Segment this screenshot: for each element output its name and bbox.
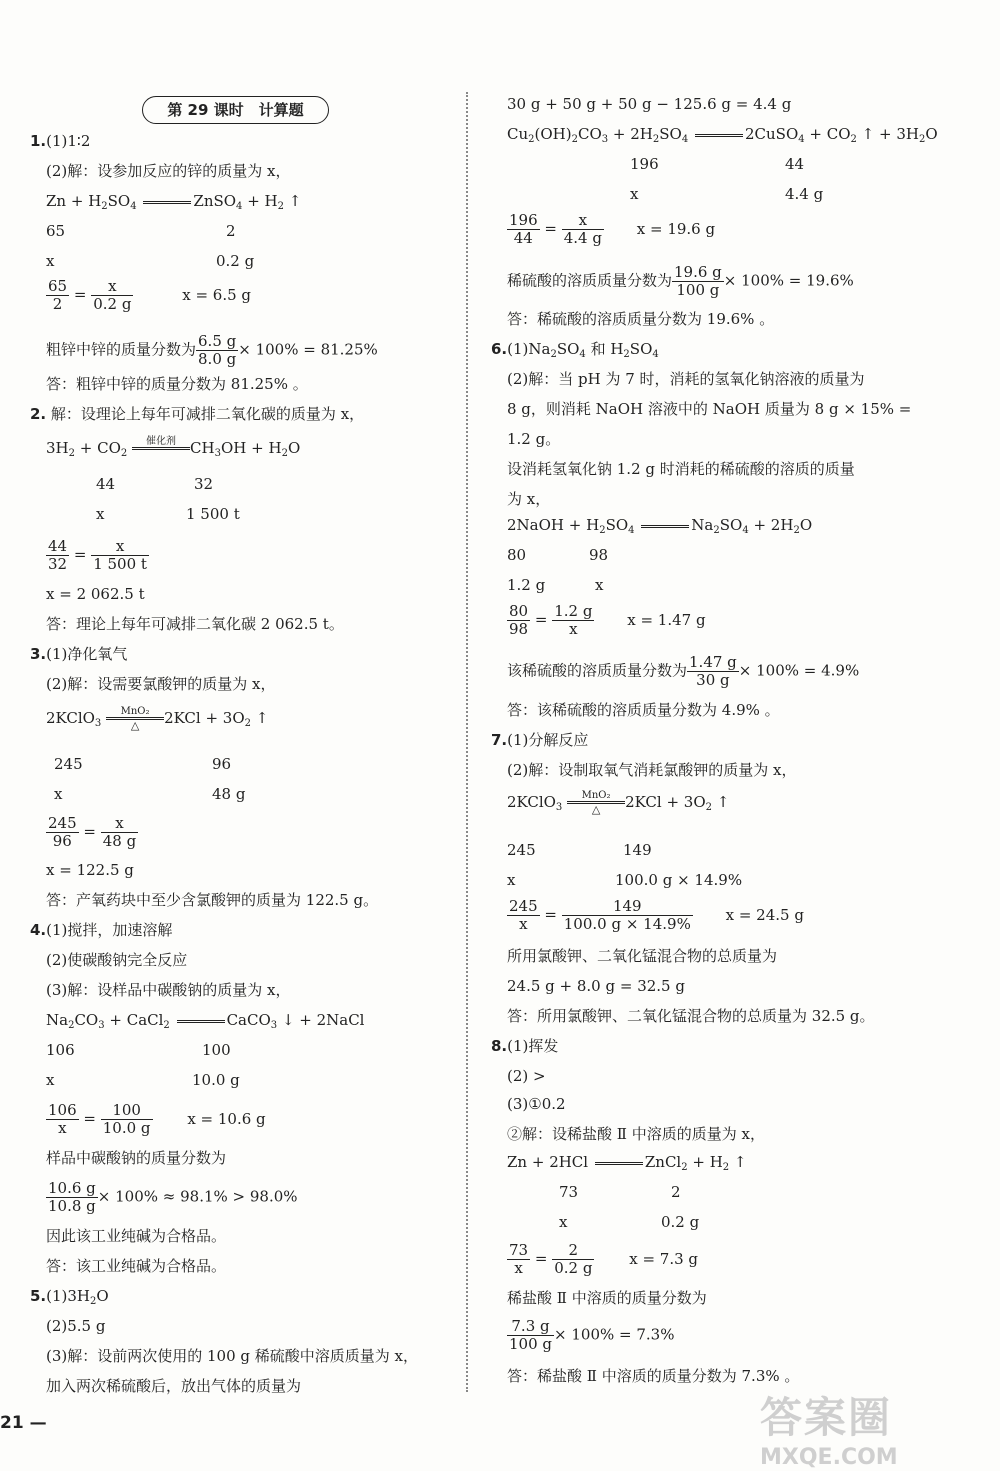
q6-setup-a: 设消耗氢氧化钠 1.2 g 时消耗的稀硫酸的溶质的质量	[507, 460, 855, 478]
q4-conclusion: 因此该工业纯碱为合格品。	[46, 1227, 227, 1245]
q5-ratio-2b: 4.4 g	[785, 185, 824, 203]
q2-line: 2. 解：设理论上每年可减排二氧化碳的质量为 x，	[30, 405, 365, 423]
q1-solution-intro: (2)解：设参加反应的锌的质量为 x，	[46, 162, 291, 180]
q2-equation: $3H_2 + CO_2$ 催化剂 $CH_3OH + H_2O$	[46, 436, 301, 459]
q8-line: 8.(1)挥发	[491, 1037, 559, 1055]
q6-part2-c: 1.2 g。	[507, 430, 561, 448]
q8-part3: (3)①0.2	[507, 1095, 566, 1113]
q8-ratio-1b: 2	[671, 1183, 681, 1201]
q6-ratio-2a: 1.2 g	[507, 576, 546, 594]
q3-answer: 答：产氧药块中至少含氯酸钾的质量为 122.5 g。	[46, 891, 379, 909]
q5-part3: (3)解：设前两次使用的 100 g 稀硫酸中溶质质量为 x，	[46, 1347, 419, 1365]
q3-equation: 2KClO$_3$ MnO₂ △ $2KCl + 3O_2$ ↑	[46, 706, 269, 732]
q1-ratio-1a: 65	[46, 222, 66, 240]
q4-fraction-label: 样品中碳酸钠的质量分数为	[46, 1149, 227, 1167]
q3-line: 3.(1)净化氧气	[30, 645, 128, 663]
q3-result: x = 122.5 g	[46, 861, 134, 879]
q7-total: 24.5 g + 8.0 g = 32.5 g	[507, 977, 685, 995]
q4-ratio-1a: 106	[46, 1041, 75, 1059]
q8-percentage: $\frac{7.3 g}{100 g}$ × 100% = 7.3%	[509, 1317, 675, 1353]
q6-part2-b: 8 g，则消耗 NaOH 溶液中的 NaOH 质量为 8 g × 15% =	[507, 400, 912, 418]
q4-ratio-2a: x	[46, 1071, 55, 1089]
q3-ratio-1a: 245	[54, 755, 83, 773]
q7-line: 7.(1)分解反应	[491, 731, 589, 749]
q2-answer: 答：理论上每年可减排二氧化碳 2 062.5 t。	[46, 615, 344, 633]
q7-equation: 2KClO$_3$ MnO₂ △ $2KCl + 3O_2$ ↑	[507, 790, 730, 816]
q7-total-label: 所用氯酸钾、二氧化锰混合物的总质量为	[507, 947, 778, 965]
q4-proportion: $\frac{106}{x}$ = $\frac{100}{10.0 g}$ x = 10.6 g	[48, 1101, 266, 1137]
q5-gas-mass: 30 g + 50 g + 50 g − 125.6 g = 4.4 g	[507, 95, 792, 113]
q4-part2: (2)使碳酸钠完全反应	[46, 951, 188, 969]
q5-line: $5.(1)3H_2O$	[30, 1287, 109, 1307]
q8-solution-intro: ②解：设稀盐酸 Ⅱ 中溶质的质量为 x，	[507, 1125, 765, 1143]
q5-equation: $Cu_2(OH)_2CO_3 + 2H_2SO_4$ 2CuSO$_4$ + $CO_2$ ↑ + $3H_2O$	[507, 125, 938, 145]
q4-percentage: $\frac{10.6 g}{10.8 g}$ × 100% ≈ 98.1% > 98.0%	[48, 1179, 298, 1215]
q3-ratio-1b: 96	[212, 755, 232, 773]
q6-line: $6.(1)Na_2SO_4$ 和 $H_2SO_4$	[491, 340, 659, 360]
q4-ratio-2b: 10.0 g	[192, 1071, 240, 1089]
q1-line: 1.(1)1∶2	[30, 132, 91, 150]
q4-equation: $Na_2CO_3$ + CaCl$_2$ CaCO$_3$ ↓ + 2NaCl	[46, 1011, 365, 1031]
q1-ratio-2b: 0.2 g	[216, 252, 255, 270]
q1-answer: 答：粗锌中锌的质量分数为 81.25% 。	[46, 375, 308, 393]
lesson-title: 第 29 课时 计算题	[142, 96, 329, 124]
watermark-logo: 答案圈 MXQE.COM	[760, 1393, 898, 1470]
q3-ratio-2b: 48 g	[212, 785, 246, 803]
q7-solution-intro: (2)解：设制取氧气消耗氯酸钾的质量为 x，	[507, 761, 797, 779]
column-divider	[466, 92, 468, 1392]
q5-proportion: $\frac{196}{44}$ = $\frac{x}{4.4 g}$ x = 19.6 g	[509, 211, 716, 247]
q5-answer: 答：稀硫酸的溶质质量分数为 19.6% 。	[507, 310, 775, 328]
q1-ratio-1b: 2	[226, 222, 236, 240]
q8-ratio-2a: x	[559, 1213, 568, 1231]
q1-proportion: $\frac{65}{2}$ = $\frac{x}{0.2 g}$ x = 6.5 g	[48, 277, 252, 313]
q2-ratio-2a: x	[96, 505, 105, 523]
q6-setup-b: 为 x，	[507, 490, 551, 508]
q5-ratio-2a: x	[630, 185, 639, 203]
q8-part2: (2) >	[507, 1067, 546, 1085]
q4-ratio-1b: 100	[202, 1041, 231, 1059]
q2-ratio-1b: 32	[194, 475, 214, 493]
q8-fraction-label: 稀盐酸 Ⅱ 中溶质的质量分数为	[507, 1289, 707, 1307]
q6-ratio-1a: 80	[507, 546, 527, 564]
q4-part3: (3)解：设样品中碳酸钠的质量为 x，	[46, 981, 291, 999]
q7-proportion: $\frac{245}{x}$ = $\frac{149}{100.0 g \times 14.9\%}$ x = 24.5 g	[509, 897, 804, 933]
q6-part2-a: (2)解：当 pH 为 7 时，消耗的氢氧化钠溶液的质量为	[507, 370, 865, 388]
q3-ratio-2a: x	[54, 785, 63, 803]
q3-solution-intro: (2)解：设需要氯酸钾的质量为 x，	[46, 675, 276, 693]
q6-ratio-1b: 98	[589, 546, 609, 564]
q8-proportion: $\frac{73}{x}$ = $\frac{2}{0.2 g}$ x = 7.3 g	[509, 1241, 699, 1277]
q6-proportion: $\frac{80}{98}$ = $\frac{1.2 g}{x}$ x = 1.47 g	[509, 602, 706, 638]
q5-ratio-1a: 196	[630, 155, 659, 173]
q8-answer: 答：稀盐酸 Ⅱ 中溶质的质量分数为 7.3% 。	[507, 1367, 800, 1385]
q5-ratio-1b: 44	[785, 155, 805, 173]
page-number: 21 —	[0, 1413, 47, 1433]
q8-equation: Zn + 2HCl ZnCl$_2$ + $H_2$ ↑	[507, 1153, 747, 1173]
q1-ratio-2a: x	[46, 252, 55, 270]
q7-ratio-2a: x	[507, 871, 516, 889]
q6-ratio-2b: x	[595, 576, 604, 594]
q7-answer: 答：所用氯酸钾、二氧化锰混合物的总质量为 32.5 g。	[507, 1007, 875, 1025]
q2-ratio-2b: 1 500 t	[186, 505, 240, 523]
q3-proportion: $\frac{245}{96}$ = $\frac{x}{48 g}$	[48, 814, 137, 850]
q7-ratio-1b: 149	[623, 841, 652, 859]
q1-percentage: 粗锌中锌的质量分数为 $\frac{6.5 g}{8.0 g}$ × 100% = 81.25%	[46, 332, 378, 368]
q7-ratio-1a: 245	[507, 841, 536, 859]
q2-ratio-1a: 44	[96, 475, 116, 493]
q8-ratio-1a: 73	[559, 1183, 579, 1201]
q8-ratio-2b: 0.2 g	[661, 1213, 700, 1231]
q5-gas-mass-label: 加入两次稀硫酸后，放出气体的质量为	[46, 1377, 302, 1395]
q6-equation: 2NaOH + $H_2SO_4$ $Na_2SO_4 + 2H_2O$	[507, 516, 813, 536]
q5-percentage: 稀硫酸的溶质质量分数为 $\frac{19.6 g}{100 g}$ × 100% = 19.6%	[507, 263, 854, 299]
q6-answer: 答：该稀硫酸的溶质质量分数为 4.9% 。	[507, 701, 780, 719]
q2-result: x = 2 062.5 t	[46, 585, 145, 603]
q4-answer: 答：该工业纯碱为合格品。	[46, 1257, 227, 1275]
q4-line: 4.(1)搅拌，加速溶解	[30, 921, 173, 939]
q2-proportion: $\frac{44}{32}$ = $\frac{x}{1 500 t}$	[48, 537, 147, 573]
q6-percentage: 该稀硫酸的溶质质量分数为 $\frac{1.47 g}{30 g}$ × 100% = 4.9%	[507, 653, 860, 689]
q1-equation: $Zn + H_2SO_4$ ZnSO$_4$ + $H_2$ ↑	[46, 192, 302, 212]
q5-part2: (2)5.5 g	[46, 1317, 106, 1335]
q7-ratio-2b: 100.0 g × 14.9%	[615, 871, 743, 889]
